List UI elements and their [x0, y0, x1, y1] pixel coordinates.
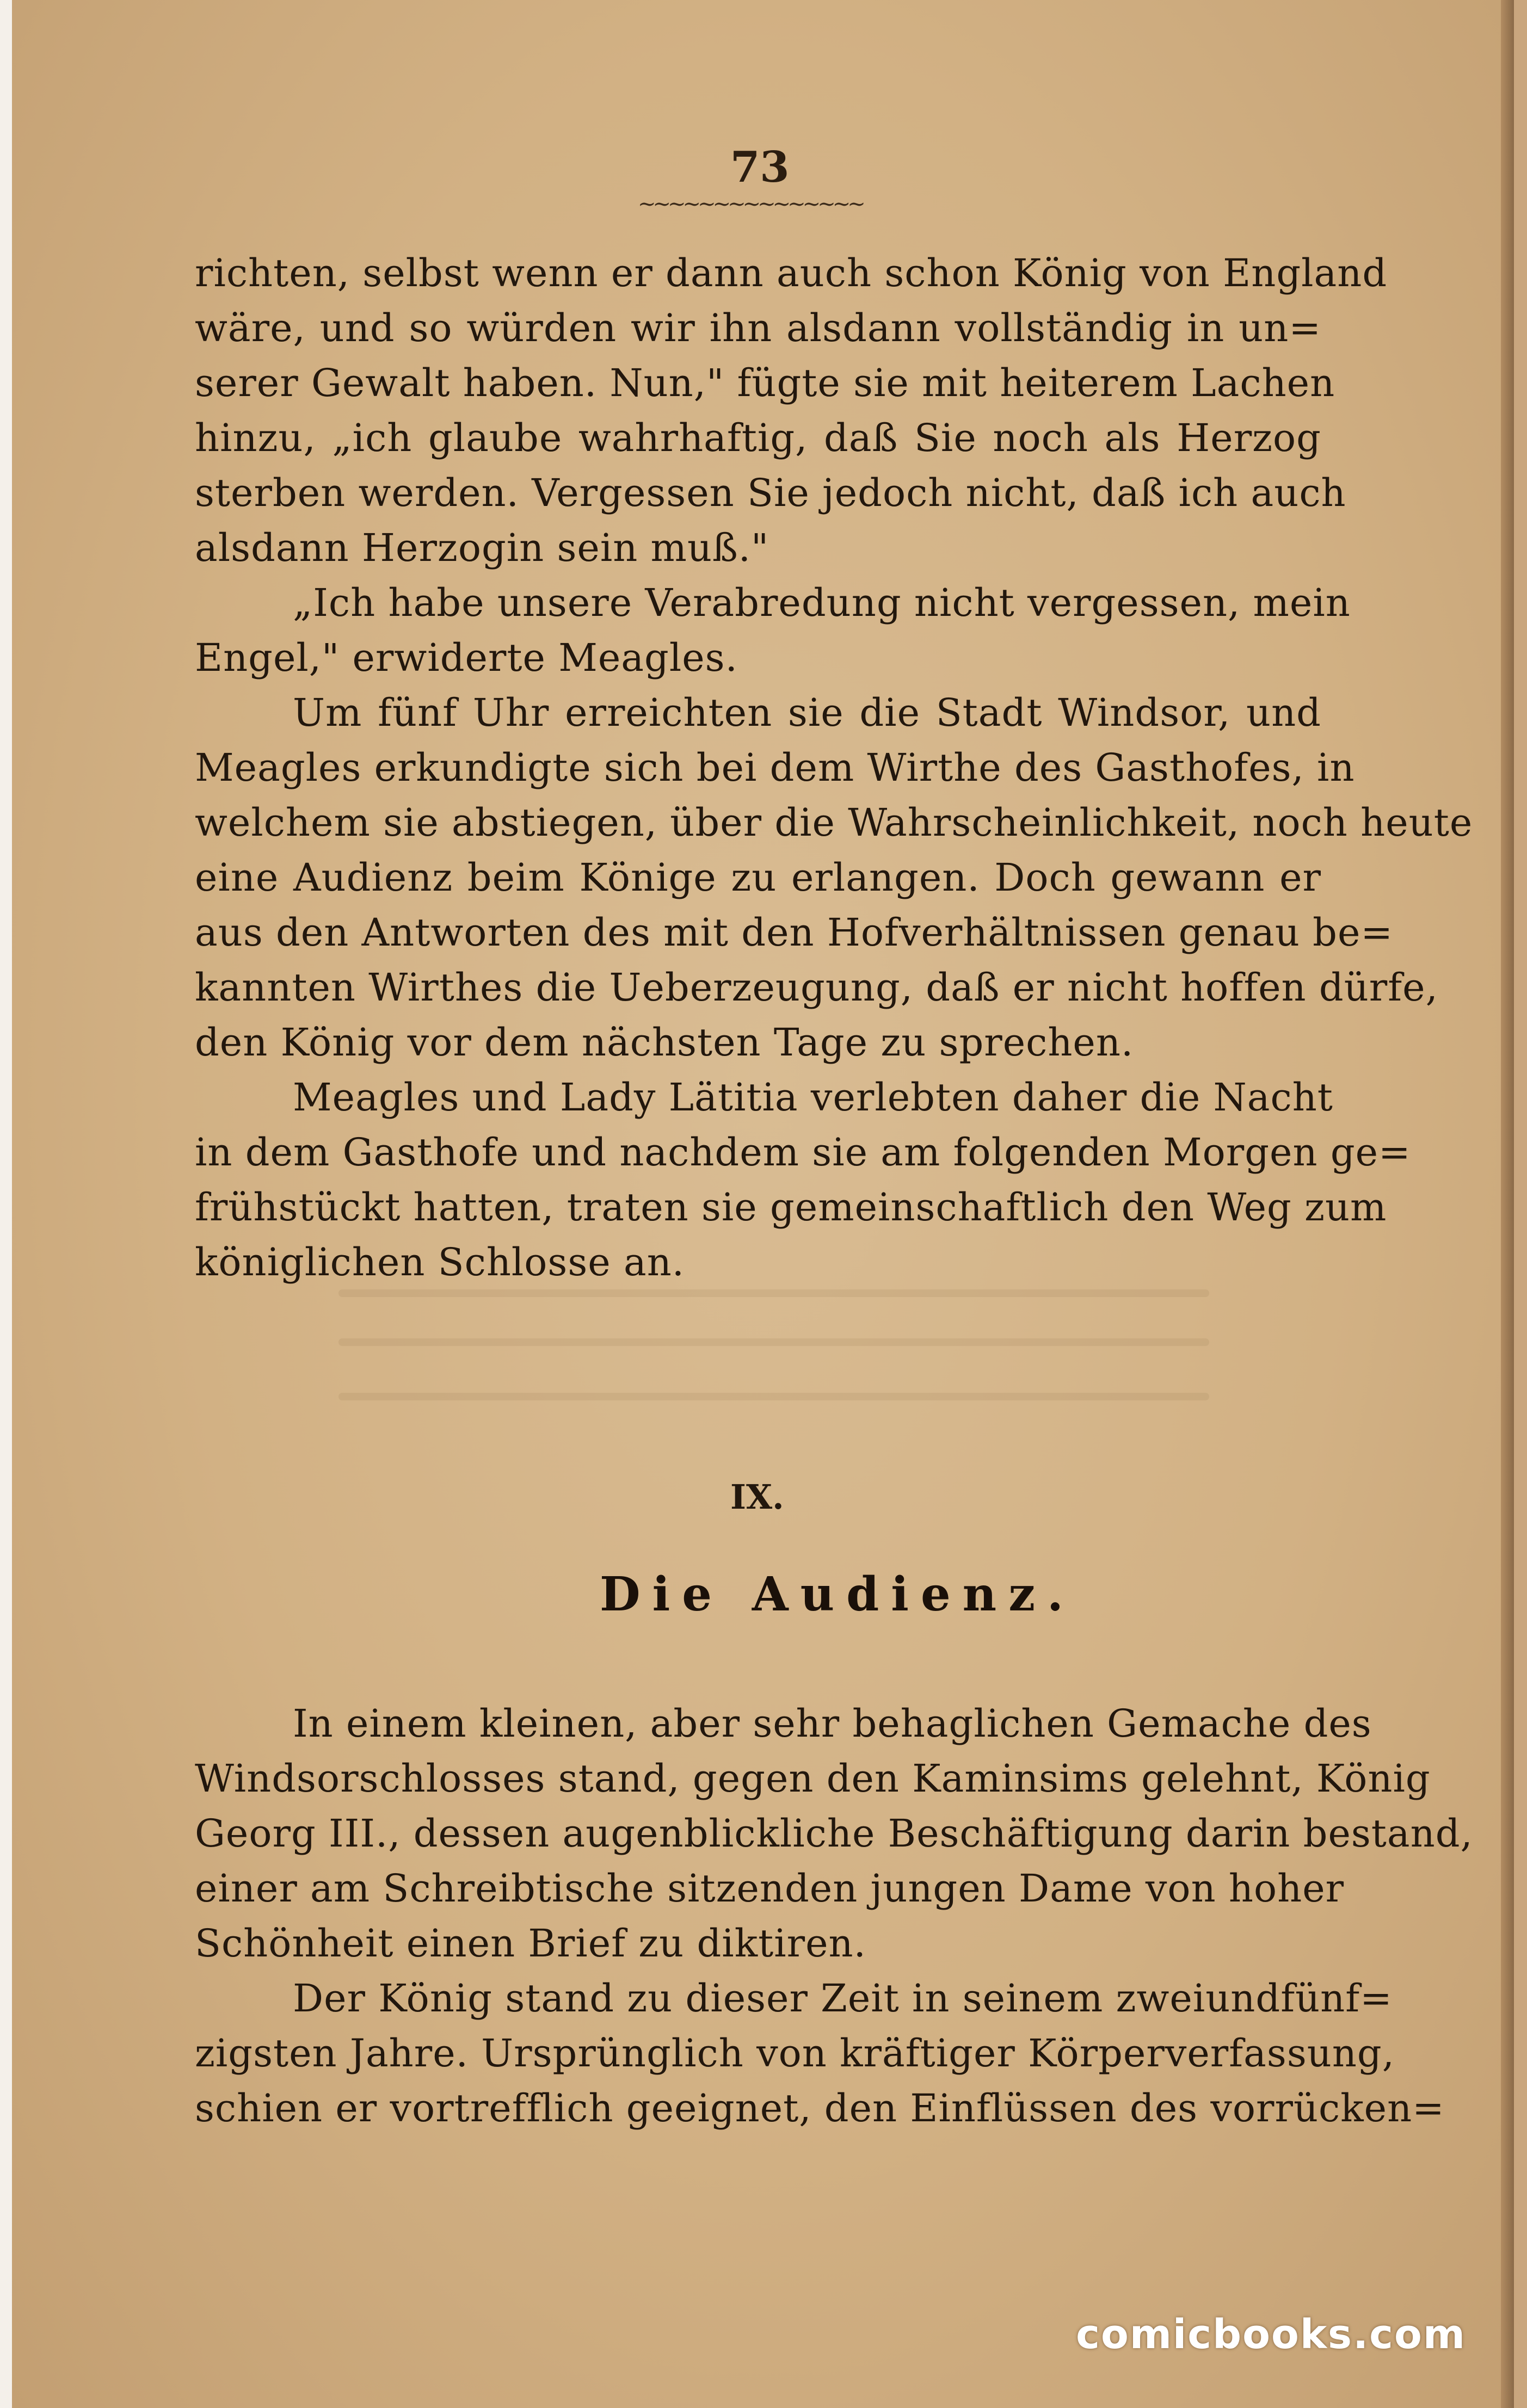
text-line: Engel," erwiderte Meagles. [195, 635, 738, 680]
text-line: schien er vortrefflich geeignet, den Einflüssen des vorrücken= [195, 2086, 1445, 2131]
text-section-2 [195, 1696, 1473, 2136]
text-line: wäre, und so würden wir ihn alsdann vollständig in un= [195, 306, 1321, 350]
text-line: serer Gewalt haben. Nun," fügte sie mit heiterem Lachen [195, 361, 1335, 405]
text-line: zigsten Jahre. Ursprünglich von kräftiger Körperverfassung, [195, 2031, 1395, 2076]
text-line: in dem Gasthofe und nachdem sie am folgenden Morgen ge= [195, 1130, 1411, 1175]
page-number: 73 [730, 143, 790, 192]
bleed-through-shadow [338, 1393, 1209, 1400]
scan-left-margin [0, 0, 12, 2408]
text-line: eine Audienz beim Könige zu erlangen. Doch gewann er [195, 855, 1321, 900]
text-line: In einem kleinen, aber sehr behaglichen Gemache des [293, 1701, 1372, 1746]
book-page [12, 0, 1514, 2408]
watermark: comicbooks.com [1076, 2311, 1466, 2358]
text-line: Der König stand zu dieser Zeit in seinem zweiundfünf= [293, 1976, 1393, 2021]
text-line: „Ich habe unsere Verabredung nicht vergessen, mein [293, 581, 1351, 625]
text-line: hinzu, „ich glaube wahrhaftig, daß Sie noch als Herzog [195, 416, 1321, 460]
text-line: richten, selbst wenn er dann auch schon König von England [195, 251, 1388, 295]
text-line: Um fünf Uhr erreichten sie die Stadt Windsor, und [293, 690, 1321, 735]
text-line: Meagles und Lady Lätitia verlebten daher die Nacht [293, 1075, 1333, 1120]
text-line: Meagles erkundigte sich bei dem Wirthe des Gasthofes, in [195, 745, 1355, 790]
text-section-1 [195, 246, 1473, 1290]
text-line: königlichen Schlosse an. [195, 1240, 685, 1285]
text-line: Windsorschlosses stand, gegen den Kaminsims gelehnt, König [195, 1756, 1431, 1801]
chapter-number: IX. [730, 1477, 784, 1517]
bleed-through-shadow [338, 1338, 1209, 1346]
text-line: welchem sie abstiegen, über die Wahrscheinlichkeit, noch heute [195, 800, 1473, 845]
text-line: sterben werden. Vergessen Sie jedoch nicht, daß ich auch [195, 471, 1346, 515]
chapter-title: Die Audienz. [600, 1567, 1075, 1622]
text-line: einer am Schreibtische sitzenden jungen Dame von hoher [195, 1866, 1345, 1911]
text-line: den König vor dem nächsten Tage zu sprechen. [195, 1020, 1134, 1065]
text-line: Schönheit einen Brief zu diktiren. [195, 1921, 866, 1966]
header-ornament: ~~~~~~~~~~~~~~~ [638, 192, 863, 217]
text-line: alsdann Herzogin sein muß." [195, 526, 769, 570]
page-right-edge-shadow [1501, 0, 1514, 2408]
text-line: aus den Antworten des mit den Hofverhältnissen genau be= [195, 910, 1394, 955]
text-line: kannten Wirthes die Ueberzeugung, daß er nicht hoffen dürfe, [195, 965, 1438, 1010]
bleed-through-shadow [338, 1289, 1209, 1297]
text-line: frühstückt hatten, traten sie gemeinschaftlich den Weg zum [195, 1185, 1387, 1230]
text-line: Georg III., dessen augenblickliche Beschäftigung darin bestand, [195, 1811, 1473, 1856]
